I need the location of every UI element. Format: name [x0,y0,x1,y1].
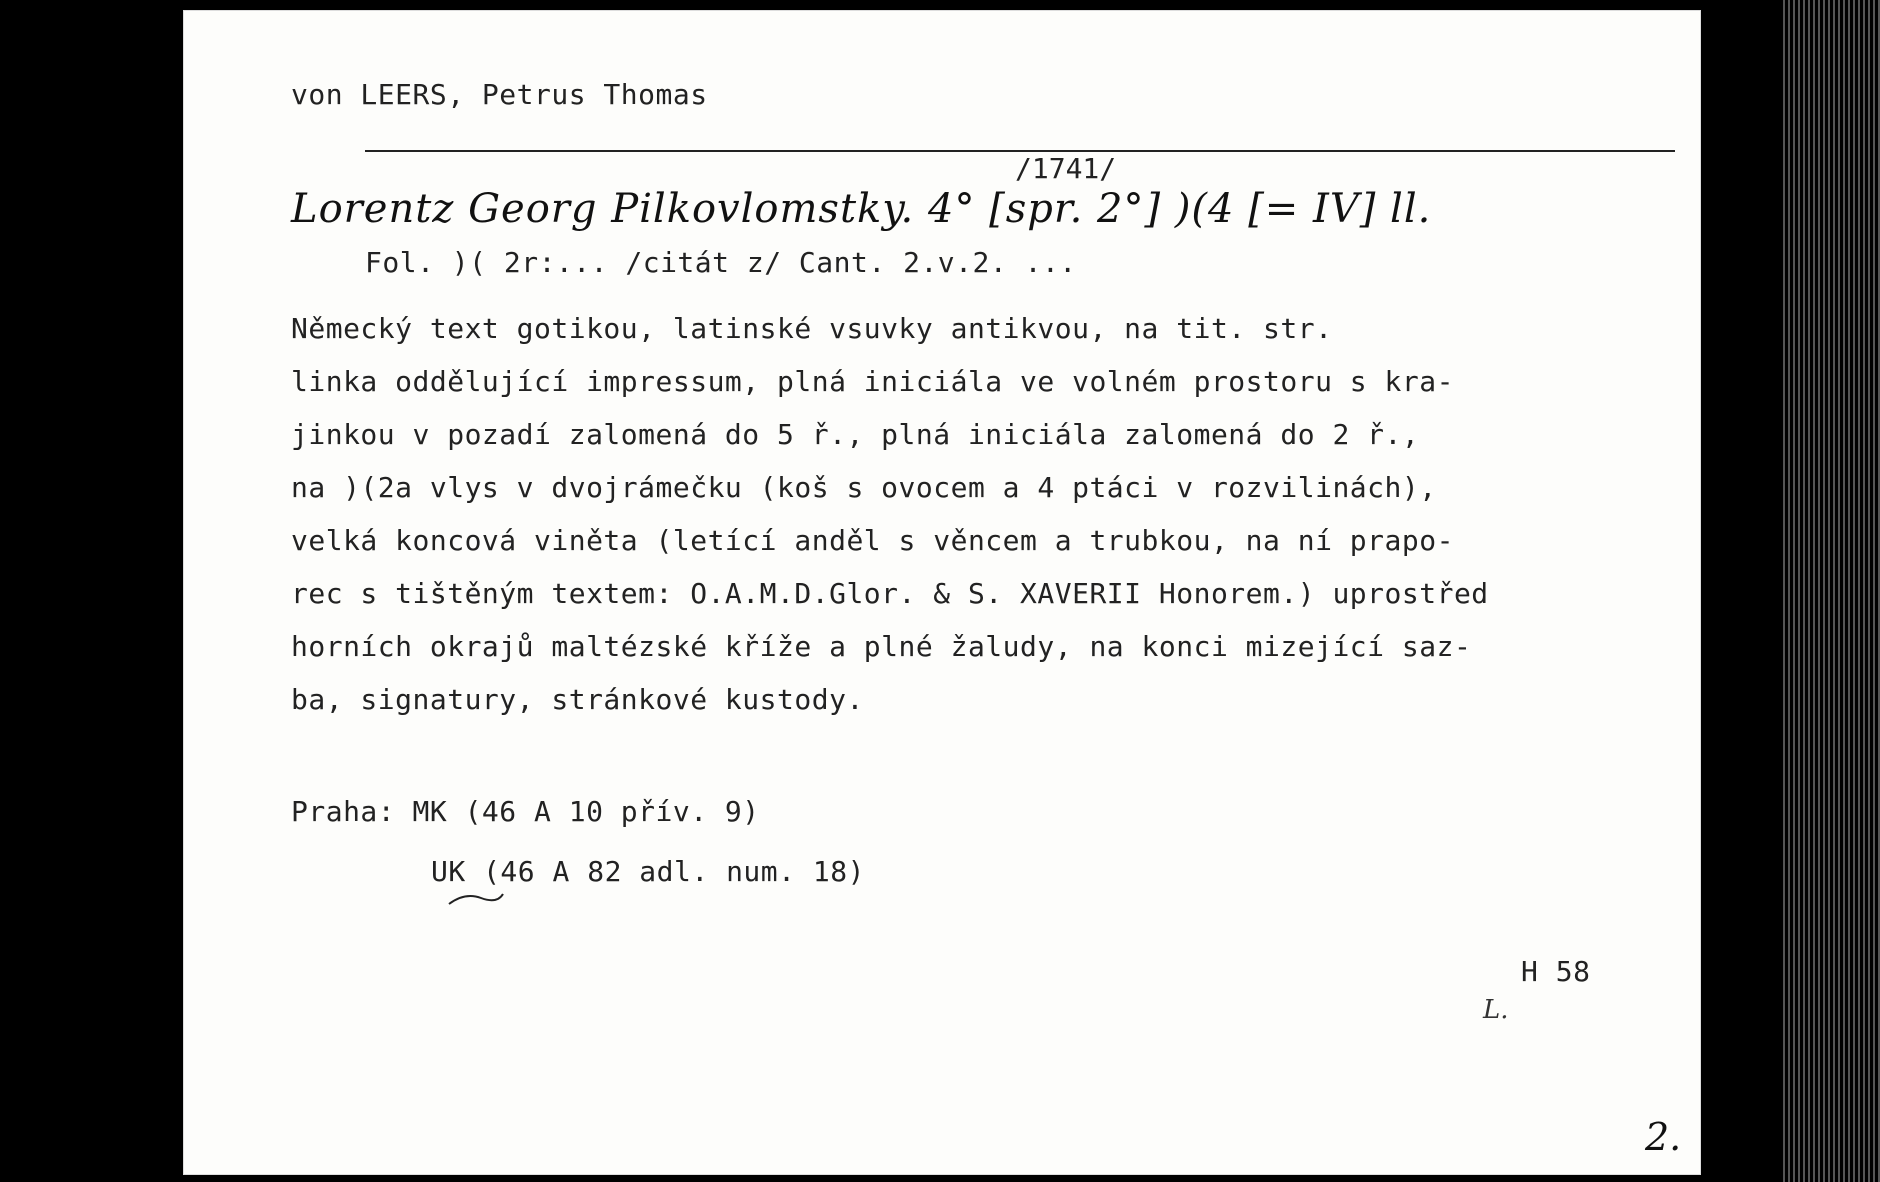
holding-praha-mk: Praha: MK (46 A 10 přív. 9) [291,795,760,828]
description-line: velká koncová viněta (letící anděl s věncem a trubkou, na ní prapo- [291,524,1454,557]
description-line: horních okrajů maltézské kříže a plné žaludy, na konci mizející saz- [291,630,1472,663]
description-line: Německý text gotikou, latinské vsuvky antikvou, na tit. str. [291,312,1333,345]
scan-edge-stripes [1780,0,1880,1182]
handwritten-underline [445,888,505,908]
catalog-card [183,10,1701,1175]
handwritten-mark-small: L. [1483,995,1509,1025]
holding-uk: UK (46 A 82 adl. num. 18) [431,855,865,888]
description-line: ba, signatury, stránkové kustody. [291,683,864,716]
description-line: rec s tištěným textem: O.A.M.D.Glor. & S. XAVERII Honorem.) uprostřed [291,577,1489,610]
publication-year: /1741/ [1015,152,1117,185]
card-heading: von LEERS, Petrus Thomas [291,78,708,111]
handwritten-title: Lorentz Georg Pilkovlomstky. 4° [spr. 2°] )(4 [= IV] ll. [291,186,1432,232]
description-line: jinkou v pozadí zalomená do 5 ř., plná iniciála zalomená do 2 ř., [291,418,1420,451]
description-line: na )(2a vlys v dvojrámečku (koš s ovocem a 4 ptáci v rozvilinách), [291,471,1437,504]
collation-line: Fol. )( 2r:... /citát z/ Cant. 2.v.2. ... [365,246,1077,279]
description-paragraph [291,302,1691,726]
shelfmark: H 58 [1521,955,1591,988]
handwritten-mark-large: 2. [1645,1115,1682,1159]
description-line: linka oddělující impressum, plná iniciála ve volném prostoru s kra- [291,365,1454,398]
